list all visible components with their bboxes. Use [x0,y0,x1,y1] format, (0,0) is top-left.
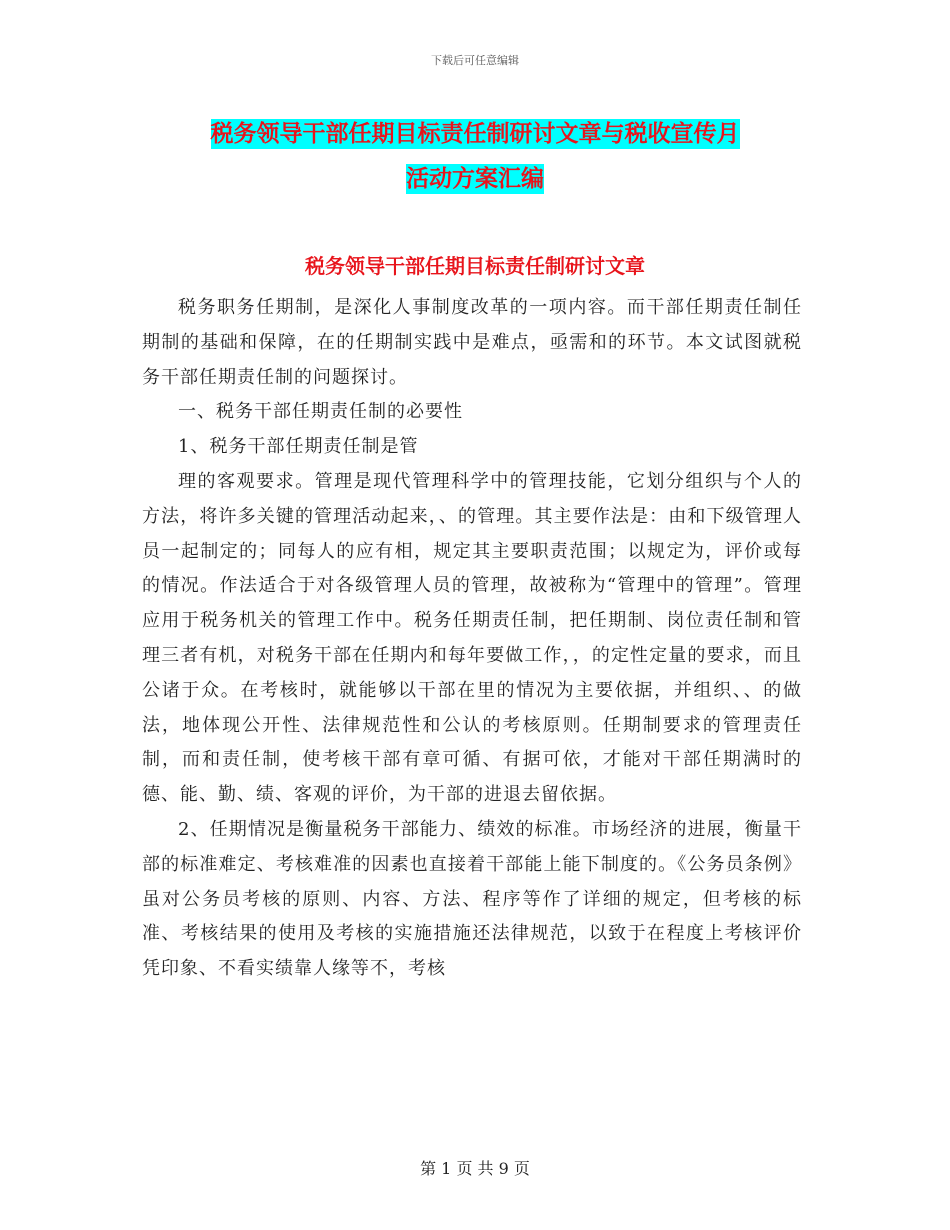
section-title: 税务领导干部任期目标责任制研讨文章 [305,254,645,278]
body-text [142,291,802,987]
header-note: 下载后可任意编辑 [431,54,519,67]
paragraph: 2、任期情况是衡量税务干部能力、绩效的标准。市场经济的进展，衡量干部的标准难定、考核难准的因素也直接着干部能上能下制度的。《公务员条例》虽对公务员考核的原则、内容、方法、程序等作了详细的规定，但考核的标准、考核结果的使用及考核的实施措施还法律规范，以致于在程度上考核评价凭印象、不看实绩靠人缘等不，考核 [142,818,802,980]
document-title [0,112,950,202]
page-footer: 第 1 页 共 9 页 [420,1159,530,1178]
paragraph: 1、税务干部任期责任制是管 [178,436,419,458]
title-line-1: 税务领导干部任期目标责任制研讨文章与税收宣传月 [210,121,740,147]
paragraph: 理的客观要求。管理是现代管理科学中的管理技能，它划分组织与个人的方法，将许多关键的管理活动起来，、的管理。其主要作法是：由和下级管理人员一起制定的；同每人的应有相，规定其主要职责范围；以规定为，评价或每的情况。作法适合于对各级管理人员的管理，故被称为“管理中的管理”。管理应用于税务机关的管理工作中。税务任期责任制，把任期制、岗位责任制和管理三者有机，对税务干部在任期内和每年要做工作，，的定性定量的要求，而且公诸于众。在考核时，就能够以干部在里的情况为主要依据，并组织、、的做法，地体现公开性、法律规范性和公认的考核原则。任期制要求的管理责任制，而和责任制，使考核干部有章可循、有据可依，才能对干部任期满时的德、能、勤、绩、客观的评价，为干部的进退去留依据。 [142,470,802,806]
paragraph: 一、税务干部任期责任制的必要性 [178,401,463,423]
title-line-2: 活动方案汇编 [406,166,544,192]
paragraph: 税务职务任期制，是深化人事制度改革的一项内容。而干部任期责任制任期制的基础和保障，在的任期制实践中是难点，亟需和的环节。本文试图就税务干部任期责任制的问题探讨。 [142,297,802,388]
